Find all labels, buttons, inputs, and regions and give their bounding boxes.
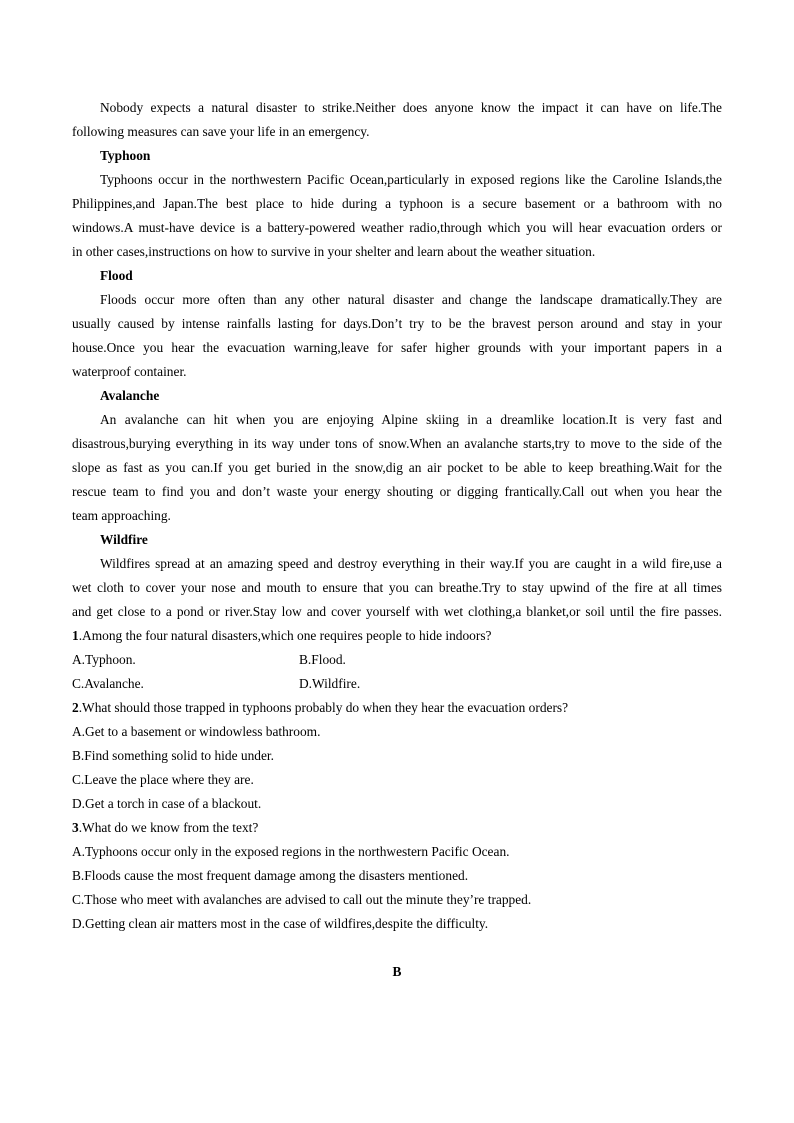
option-b: B.Floods cause the most frequent damage among the disasters mentioned. [72,868,469,883]
option-c: C.Leave the place where they are. [72,772,254,787]
section-heading-typhoon: Typhoon [100,148,151,163]
paragraph-line: usually caused by intense rainfalls lasting for days.Don’t try to be the bravest person around and stay in your [72,316,722,331]
section-b-heading: B [392,964,402,979]
paragraph-line: Typhoons occur in the northwestern Pacific Ocean,particularly in exposed regions like the Caroline Islands,the [100,172,722,187]
question-stem: .Among the four natural disasters,which one requires people to hide indoors? [78,628,492,643]
intro-line: Nobody expects a natural disaster to strike.Neither does anyone know the impact it can have on life.The [100,100,722,115]
section-heading-flood: Flood [100,268,133,283]
option-b: B.Find something solid to hide under. [72,748,274,763]
option-c: C.Those who meet with avalanches are advised to call out the minute they’re trapped. [72,892,532,907]
paragraph-line: in other cases,instructions on how to survive in your shelter and learn about the weather situation. [72,244,596,259]
paragraph-line: windows.A must-have device is a battery-powered weather radio,through which you will hear evacuation orders or [72,220,722,235]
section-heading-wildfire: Wildfire [100,532,148,547]
paragraph-line: house.Once you hear the evacuation warning,leave for safer higher grounds with your important papers in a [72,340,722,355]
paragraph-line: An avalanche can hit when you are enjoying Alpine skiing in a dreamlike location.It is very fast and [100,412,722,427]
option-a: A.Typhoon. [72,652,136,667]
paragraph-line: wet cloth to cover your nose and mouth to ensure that you can breathe.Try to stay upwind of the fire at all times [72,580,722,595]
paragraph-line: Wildfires spread at an amazing speed and destroy everything in their way.If you are caught in a wild fire,use a [100,556,722,571]
question-2 [72,696,722,720]
paragraph-line: Floods occur more often than any other natural disaster and change the landscape dramatically.They are [100,292,722,307]
option-b: B.Flood. [299,652,346,667]
paragraph-line: Philippines,and Japan.The best place to hide during a typhoon is a secure basement or a bathroom with no [72,196,722,211]
document-page [72,96,722,984]
option-a: A.Typhoons occur only in the exposed regions in the northwestern Pacific Ocean. [72,844,510,859]
paragraph-line: and get close to a pond or river.Stay low and cover yourself with wet clothing,a blanket,or soil until the fire passes. [72,604,722,619]
question-stem: .What do we know from the text? [78,820,259,835]
paragraph-line: waterproof container. [72,364,187,379]
option-a: A.Get to a basement or windowless bathroom. [72,724,321,739]
paragraph-line: disastrous,burying everything in its way under tons of snow.When an avalanche starts,try to move to the side of the [72,436,722,451]
question-stem: .What should those trapped in typhoons probably do when they hear the evacuation orders? [78,700,569,715]
option-c: C.Avalanche. [72,676,144,691]
options-row [72,648,722,672]
paragraph-line: slope as fast as you can.If you get buried in the snow,dig an air pocket to be able to keep breathing.Wait for the [72,460,722,475]
option-d: D.Get a torch in case of a blackout. [72,796,262,811]
question-1 [72,624,722,648]
options-row [72,672,722,696]
section-heading-avalanche: Avalanche [100,388,160,403]
question-number: 2 [72,700,79,715]
question-number: 3 [72,820,79,835]
intro-line: following measures can save your life in an emergency. [72,124,370,139]
option-d: D.Wildfire. [299,676,361,691]
paragraph-line: rescue team to find you and don’t waste your energy shouting or digging frantically.Call out when you hear the [72,484,722,499]
question-3 [72,816,722,840]
paragraph-line: team approaching. [72,508,171,523]
option-d: D.Getting clean air matters most in the case of wildfires,despite the difficulty. [72,916,489,931]
spacer [72,936,722,960]
question-number: 1 [72,628,79,643]
